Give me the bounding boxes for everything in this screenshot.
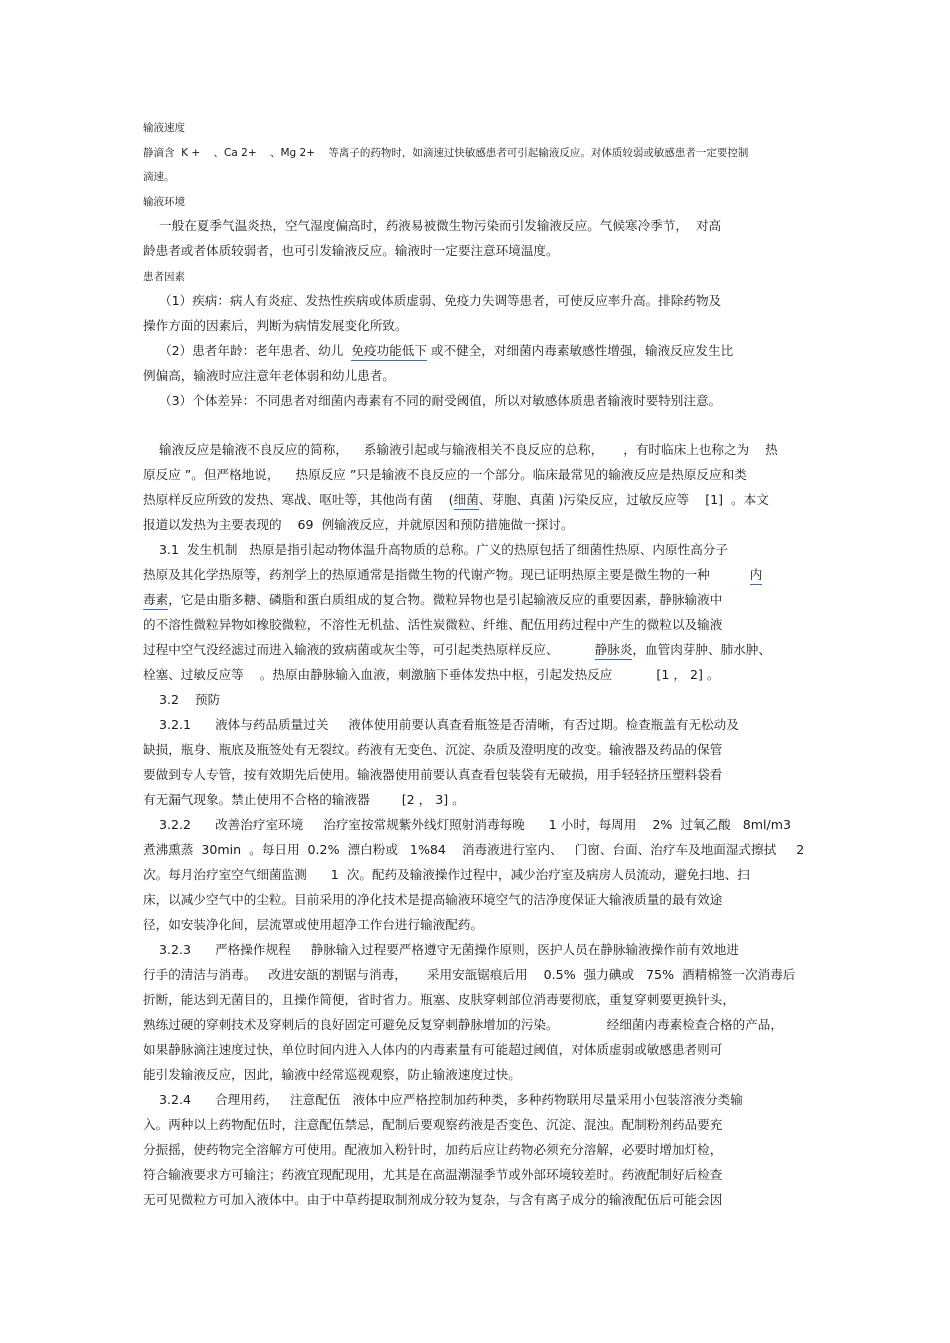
body-line-4: 报道以发热为主要表现的 69 例输液反应，并就原因和预防措施做一探讨。 [143,517,574,532]
body-line-21: 3.2.3 严格操作规程 静脉输入过程要严格遵守无菌操作原则，医护人员在静脉输液操作前有效地进 [143,942,739,957]
body-line-18: 次。每月治疗室空气细菌监测 1 次。配药及输液操作过程中，减少治疗室及病房人员流动，避免扫地、扫 [143,867,750,882]
body-line-6 [143,569,762,582]
body-line-24: 熟练过硬的穿刺技术及穿刺后的良好固定可避免反复穿刺静脉增加的污染。 经细菌内毒素检查合格的产品， [143,1017,783,1032]
bacteria-link[interactable]: 细菌 [454,492,479,510]
body-line-16: 3.2.2 改善治疗室环境 治疗室按常规紫外线灯照射消毒每晚 1 小时，每周用 2% 过氧乙酸 8ml/m3 [143,817,792,832]
body-line-17: 煮沸熏蒸 30min 。每日用 0.2% 漂白粉或 1%84 消毒液进行室内、 门窗、台面、治疗车及地面湿式擦拭 2 [143,842,805,857]
body-line-30: 符合输液要求方可输注；药液宜现配现用，尤其是在高温潮湿季节或外部环境较差时。药液配制好后检查 [143,1167,723,1182]
body-line-14: 要做到专人专管，按有效期先后使用。输液器使用前要认真查看包装袋有无破损，用手轻轻挤压塑料袋看 [143,767,723,782]
body-line-3 [143,494,769,507]
immune-deficiency-link[interactable]: 免疫功能低下 [351,343,427,361]
text-run: ，它是由脂多糖、磷脂和蛋白质组成的复合物。微粒异物也是引起输液反应的重要因素，静脉输液中 [168,592,723,607]
body-line-13: 缺损，瓶身、瓶底及瓶签处有无裂纹。药液有无变色、沉淀、杂质及澄明度的改变。输液器及药品的保管 [143,742,723,757]
environment-line-2: 龄患者或者体质较弱者，也可引发输液反应。输液时一定要注意环境温度。 [143,243,559,258]
body-line-2: 原反应 ”。但严格地说， 热原反应 ”只是输液不良反应的一个部分。临床最常见的输液反应是热原反应和类 [143,467,747,482]
speed-heading: 输液速度 [143,122,185,134]
speed-line-2: 滴速。 [143,171,175,183]
patient-item-2-line-2: 例偏高，输液时应注意年老体弱和幼儿患者。 [143,368,395,383]
body-line-29: 分振摇，使药物完全溶解方可使用。配液加入粉针时，加药后应让药物必须充分溶解，必要时增加灯检， [143,1142,723,1157]
text-run: 过程中空气没经滤过而进入输液的致病菌或灰尘等，可引起类热原样反应、 [143,642,595,657]
speed-line-1: 静滴含 K + 、Ca 2+ 、Mg 2+ 等离子的药物时，如滴速过快敏感患者可引起输液反应。对体质较弱或敏感患者一定要控制 [143,147,749,159]
body-line-9 [143,644,771,657]
body-line-8: 的不溶性微粒异物如橡胶微粒，不溶性无机盐、活性炭微粒、纤维、配伍用药过程中产生的微粒以及输液 [143,617,723,632]
text-run: （2）患者年龄：老年患者、幼儿 [143,343,352,358]
body-line-12: 3.2.1 液体与药品质量过关 液体使用前要认真查看瓶签是否清晰，有否过期。检查瓶盖有无松动及 [143,717,739,732]
body-line-23: 折断，能达到无菌目的，且操作简便，省时省力。瓶塞、皮肤穿刺部位消毒要彻底，重复穿刺要更换针头， [143,992,735,1007]
body-line-25: 如果静脉滴注速度过快，单位时间内进入人体内的内毒素量有可能超过阈值，对体质虚弱或敏感患者则可 [143,1042,723,1057]
body-line-22: 行手的清洁与消毒。 改进安瓿的割锯与消毒， 采用安瓿锯痕后用 0.5% 强力碘或 75% 酒精棉签一次消毒后 [143,967,796,982]
text-run: ，血管肉芽肿、肺水肿、 [632,642,771,657]
body-line-27: 3.2.4 合理用药， 注意配伍 液体中应严格控制加药种类，多种药物联用尽量采用小包装溶液分类输 [143,1092,743,1107]
body-line-28: 入。两种以上药物配伍时，注意配伍禁忌，配制后要观察药液是否变色、沉淀、混浊。配制粉剂药品要充 [143,1117,723,1132]
patient-heading: 患者因素 [143,271,185,283]
text-run: 热原及其化学热原等，药剂学上的热原通常是指微生物的代谢产物。现已证明热原主要是微生物的一种 [143,567,710,582]
body-line-19: 床，以减少空气中的尘粒。目前采用的净化技术是提高输液环境空气的洁净度保证大输液质量的最有效途 [143,892,723,907]
endotoxin-link-part-1[interactable]: 内 [750,567,763,585]
body-line-10: 栓塞、过敏反应等 。热原由静脉输入血液，刺激脑下垂体发热中枢，引起发热反应 [1 ， 2] 。 [143,667,720,682]
body-line-31: 无可见微粒方可加入液体中。由于中草药提取制剂成分较为复杂，与含有离子成分的输液配伍后可能会因 [143,1192,723,1207]
patient-item-1-line-1: （1）疾病：病人有炎症、发热性疾病或体质虚弱、免疫力失调等患者，可使反应率升高。排除药物及 [143,293,722,308]
body-line-1: 输液反应是输液不良反应的简称， 系输液引起或与输液相关不良反应的总称， ，有时临床上也称之为 热 [143,442,778,457]
text-run: 热原样反应所致的发热、寒战、呕吐等，其他尚有菌 ( [143,492,454,507]
body-line-20: 径，如安装净化间，层流罩或使用超净工作台进行输液配药。 [143,917,484,932]
endotoxin-link-part-2[interactable]: 毒素 [143,592,168,610]
patient-item-1-line-2: 操作方面的因素后，判断为病情发展变化所致。 [143,318,408,333]
text-run: 或不健全，对细菌内毒素敏感性增强，输液反应发生比 [426,343,734,358]
body-line-11: 3.2 预防 [143,692,221,707]
environment-line-1: 一般在夏季气温炎热，空气湿度偏高时，药液易被微生物污染而引发输液反应。气候寒冷季节， 对高 [143,218,722,233]
patient-item-2-line-1 [143,345,733,358]
body-line-15: 有无漏气现象。禁止使用不合格的输液器 [2 ， 3] 。 [143,792,465,807]
body-line-26: 能引发输液反应，因此，输液中经常巡视观察，防止输液速度过快。 [143,1067,521,1082]
environment-heading: 输液环境 [143,196,185,208]
body-line-7 [143,594,722,607]
patient-item-3-line-1: （3）个体差异：不同患者对细菌内毒素有不同的耐受阈值，所以对敏感体质患者输液时要特别注意。 [143,393,722,408]
body-line-5: 3.1 发生机制 热原是指引起动物体温升高物质的总称。广义的热原包括了细菌性热原、内原性高分子 [143,542,728,557]
text-run: 、芽胞、真菌 )污染反应，过敏反应等 [1] 。本文 [478,492,769,507]
phlebitis-link[interactable]: 静脉炎 [595,642,633,660]
